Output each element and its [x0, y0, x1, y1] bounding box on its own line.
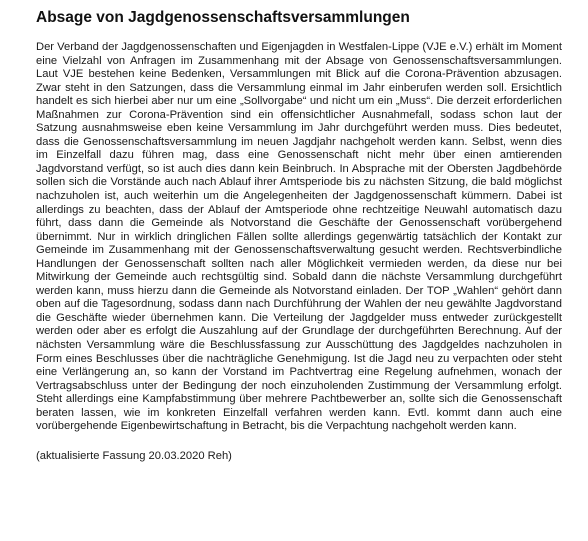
document-page	[36, 8, 562, 463]
document-footer-note: (aktualisierte Fassung 20.03.2020 Reh)	[36, 449, 232, 462]
document-title: Absage von Jagdgenossenschaftsversammlungen	[36, 9, 410, 26]
document-body-text: Der Verband der Jagdgenossenschaften und Eigenjagden in Westfalen-Lippe (VJE e.V.) erhält im Moment eine Vielzahl von Anfragen im Zusammenhang mit der Absage von Genossenschaftsversammlungen. Laut VJE bestehen keine Bedenken, Versammlungen mit Blick auf die Corona-Prävention abzusagen. Zwar steht in den Satzungen, dass die Versammlung einmal im Jahr einberufen werden soll. Ersichtlich handelt es sich hierbei aber nur um eine „Sollvorgabe“ und nicht um ein „Muss“. Die derzeit erforderlichen Maßnahmen zur Corona-Prävention sind ein offensichtlicher Ausnahmefall, sodass schon laut der Satzung ausnahmsweise eben keine Versammlung im Jahr durchgeführt werden muss. Dies bedeutet, dass die Genossenschaftsversammlung im neuen Jagdjahr nachgeholt werden kann. Selbst, wenn dies im Einzelfall dazu führen mag, dass eine Genossenschaft nicht mehr über einen amtierenden Jagdvorstand verfügt, so ist auch dies dann kein Beinbruch. In Absprache mit der Obersten Jagdbehörde sollen sich die Vorstände auch nach Ablauf ihrer Amtsperiode bis zu nächsten Sitzung, die bald möglichst nachzuholen ist, auch weiterhin um die Angelegenheiten der Jagdgenossenschaft kümmern. Dabei ist allerdings zu beachten, dass der Ablauf der Amtsperiode ohne rechtzeitige Neuwahl automatisch dazu führt, dass dann die Gemeinde als Notvorstand die Geschäfte der Genossenschaft vorübergehend übernimmt. Nur in wirklich dringlichen Fällen sollte allerdings gegenwärtig tatsächlich der Kontakt zur Gemeinde im Zusammenhang mit der Genossenschaftsverwaltung gesucht werden. Rechtsverbindliche Handlungen der Genossenschaft sollten nach aller Möglichkeit vermieden werden, da diese nur bei Mitwirkung der Gemeinde auch rechtsgültig sind. Sobald dann die nächste Versammlung durchgeführt werden kann, muss hierzu dann die Gemeinde als Notvorstand einladen. Der TOP „Wahlen“ gehört dann oben auf die Tagesordnung, sodass dann nach Durchführung der Wahlen der neu gewählte Jagdvorstand die Geschäfte wieder übernehmen kann. Die Verteilung der Jagdgelder muss entweder zurückgestellt werden oder aber es erfolgt die Auszahlung auf der Grundlage der durchgeführten Berechnung. Auf der nächsten Versammlung wäre die Beschlussfassung zur Ausschüttung des Jagdgeldes nachzuholen in Form eines Beschlusses über die nachträgliche Genehmigung. Ist die Jagd neu zu verpachten oder steht eine Verlängerung an, so kann der Vorstand im Pachtvertrag eine Regelung aufnehmen, wonach der Vertragsabschluss unter der Bedingung der noch einzuholenden Zustimmung der Versammlung erfolgt. Steht allerdings eine Kampfabstimmung über mehrere Pachtbewerber an, sollte sich die Genossenschaft beraten lassen, wie im konkreten Einzelfall verfahren werden kann. Evtl. kommt dann auch eine vorübergehende Eigenbewirtschaftung in Betracht, bis die Verpachtung nachgeholt werden kann.	[36, 41, 562, 433]
